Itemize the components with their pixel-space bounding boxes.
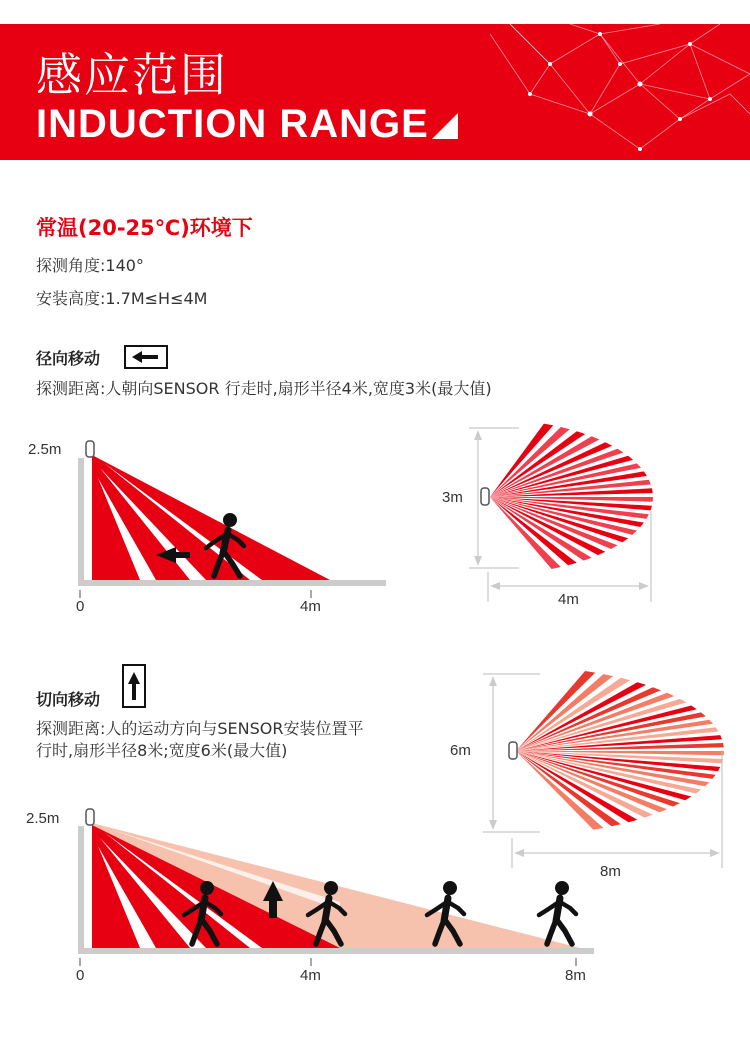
page-title-en: INDUCTION RANGE <box>36 102 429 146</box>
fan-ray <box>516 682 646 751</box>
fan-ray <box>490 442 612 497</box>
fan-ray <box>516 693 674 751</box>
fan-ray <box>490 497 628 542</box>
fan-ray <box>516 751 720 771</box>
fan-ray <box>490 480 651 497</box>
fan-ray <box>490 497 618 549</box>
tangential-desc-line1: 探测距离:人的运动方向与SENSOR安装位置平 <box>36 719 364 738</box>
fan-ray <box>516 751 667 812</box>
tangential-x2-label: 8m <box>565 967 586 984</box>
fan-ray <box>516 687 661 751</box>
fan-ray <box>490 497 649 519</box>
fan-ray <box>490 488 653 497</box>
tangential-length-label: 8m <box>600 863 621 880</box>
left-arrow-icon <box>124 345 168 369</box>
person-icon <box>539 881 576 944</box>
network-decoration-icon <box>490 24 750 160</box>
tangential-x1-label: 4m <box>300 967 321 984</box>
fan-ray <box>490 431 585 497</box>
fan-ray <box>516 674 613 751</box>
fan-ray <box>490 497 644 527</box>
person-icon <box>206 513 244 576</box>
fan-ray <box>490 424 553 497</box>
fan-ray <box>516 751 653 818</box>
fan-ray <box>490 449 624 497</box>
walk-direction-up-arrow-icon <box>263 881 283 918</box>
fan-ray <box>516 751 621 826</box>
fan-ray <box>516 706 697 752</box>
fan-ray <box>516 671 595 751</box>
fan-ray <box>516 751 724 755</box>
radial-x1-label: 4m <box>300 598 321 615</box>
fan-ray <box>490 471 647 497</box>
fan-ray <box>516 751 716 779</box>
tangential-height-label: 2.5m <box>26 810 60 827</box>
fan-ray <box>490 497 637 535</box>
radial-length-label: 4m <box>558 591 579 608</box>
sensor-icon <box>509 742 517 759</box>
triangle-marker-icon <box>432 113 458 139</box>
fan-ray <box>516 699 686 751</box>
fan-ray <box>490 456 633 497</box>
fan-ray <box>516 727 718 751</box>
person-icon <box>308 881 345 944</box>
fan-ray <box>490 463 641 497</box>
fan-ray <box>490 497 592 561</box>
fan-ray <box>516 678 630 751</box>
tangential-heading: 切向移动 <box>36 690 101 709</box>
fan-ray <box>516 720 713 751</box>
person-icon <box>427 881 464 944</box>
fan-ray <box>490 497 653 502</box>
fan-ray <box>490 497 605 555</box>
sensor-icon <box>86 441 94 457</box>
detect-angle: 探测角度:140° <box>36 256 144 275</box>
radial-heading: 径向移动 <box>36 349 101 368</box>
radial-width-label: 3m <box>442 489 463 506</box>
up-arrow-icon <box>122 664 146 708</box>
header-banner <box>0 24 750 160</box>
fan-ray <box>516 735 722 751</box>
fan-ray <box>490 427 570 497</box>
sensor-icon <box>86 809 94 825</box>
conditions-heading: 常温(20-25℃)环境下 <box>36 216 253 240</box>
tangential-desc-line2: 行时,扇形半径8米;宽度6米(最大值) <box>36 741 288 760</box>
fan-ray <box>516 751 680 807</box>
fan-ray <box>490 497 652 510</box>
fan-ray <box>516 751 691 800</box>
fan-ray <box>516 712 706 751</box>
fan-ray <box>516 751 723 763</box>
fan-ray <box>490 436 599 497</box>
radial-x0-label: 0 <box>76 598 85 615</box>
tangential-x0-label: 0 <box>76 967 85 984</box>
sensor-icon <box>481 488 489 505</box>
person-icon <box>184 881 221 944</box>
fan-ray <box>490 497 561 569</box>
fan-ray <box>516 743 724 751</box>
radial-desc: 探测距离:人朝向SENSOR 行走时,扇形半径4米,宽度3米(最大值) <box>36 379 492 398</box>
fan-ray <box>516 751 701 794</box>
fan-ray <box>516 751 603 830</box>
walk-direction-arrow-icon <box>156 547 190 563</box>
install-height: 安装高度:1.7M≤H≤4M <box>36 289 208 308</box>
fan-ray <box>516 751 637 822</box>
tangential-width-label: 6m <box>450 742 471 759</box>
radial-height-label: 2.5m <box>28 441 62 458</box>
fan-ray <box>490 497 577 565</box>
page-title-cn: 感应范围 <box>36 48 228 102</box>
fan-ray <box>516 751 709 786</box>
